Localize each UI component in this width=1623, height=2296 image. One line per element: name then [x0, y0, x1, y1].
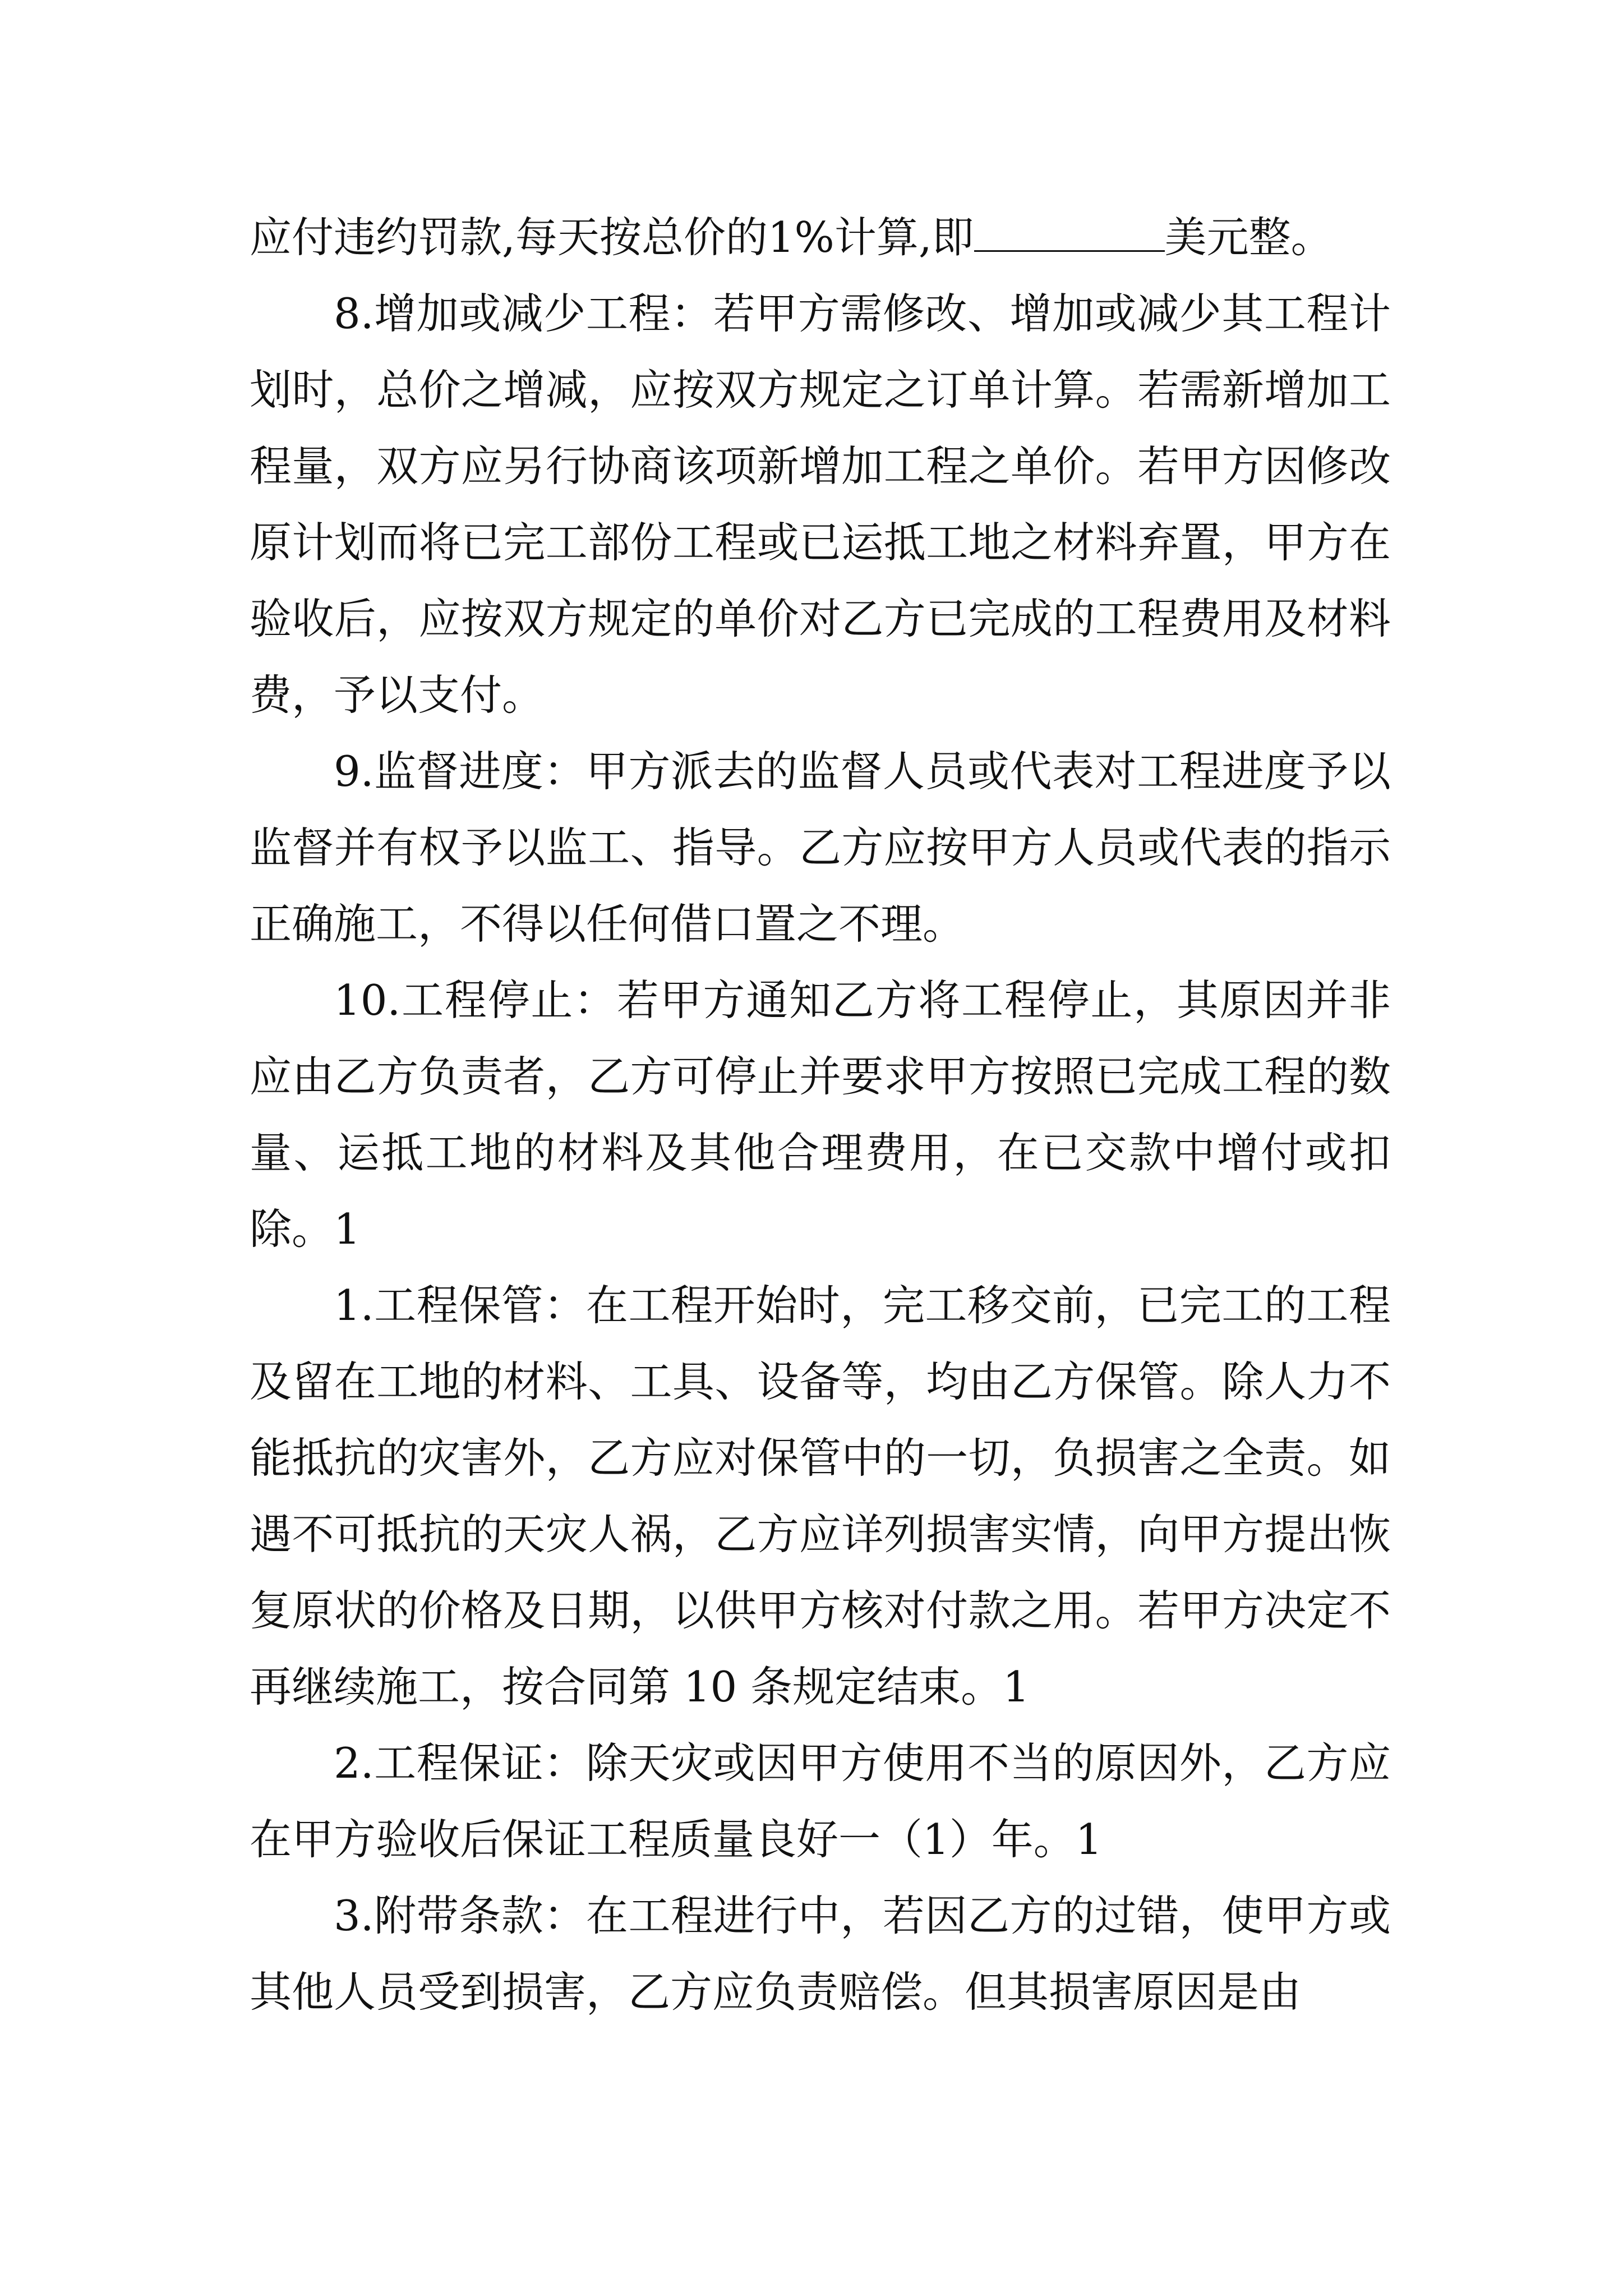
clause-10-paragraph: 10.工程停止：若甲方通知乙方将工程停止，其原因并非应由乙方负责者，乙方可停止并要求甲方按照已完成工程的数量、运抵工地的材料及其他合理费用，在已交款中增付或扣除。1 — [250, 976, 1391, 1254]
clause-13-paragraph: 3.附带条款：在工程进行中，若因乙方的过错，使甲方或其他人员受到损害，乙方应负责赔偿。但其损害原因是由 — [250, 1891, 1391, 2017]
penalty-currency-text: 美元整。 — [1164, 213, 1333, 262]
paragraph-penalty-continuation — [250, 199, 1391, 275]
clause-11-paragraph: 1.工程保管：在工程开始时，完工移交前，已完工的工程及留在工地的材料、工具、设备等，均由乙方保管。除人力不能抵抗的灾害外，乙方应对保管中的一切，负损害之全责。如遇不可抵抗的天灾人祸，乙方应详列损害实情，向甲方提出恢复原状的价格及日期，以供甲方核对付款之用。若甲方决定不再继续施工，按合同第 10 条规定结束。1 — [250, 1281, 1391, 1711]
amount-blank-field — [974, 217, 1165, 252]
clause-12-paragraph: 2.工程保证：除天灾或因甲方使用不当的原因外，乙方应在甲方验收后保证工程质量良好一（1）年。1 — [250, 1738, 1391, 1864]
clause-8-paragraph: 8.增加或减少工程：若甲方需修改、增加或减少其工程计划时，总价之增减，应按双方规定之订单计算。若需新增加工程量，双方应另行协商该项新增加工程之单价。若甲方因修改原计划而将已完工部份工程或已运抵工地之材料弃置，甲方在验收后，应按双方规定的单价对乙方已完成的工程费用及材料费，予以支付。 — [250, 289, 1391, 720]
contract-body — [250, 199, 1391, 2030]
penalty-text: 应付违约罚款,每天按总价的1%计算,即 — [250, 213, 974, 262]
clause-9-paragraph: 9.监督进度：甲方派去的监督人员或代表对工程进度予以监督并有权予以监工、指导。乙方应按甲方人员或代表的指示正确施工，不得以任何借口置之不理。 — [250, 747, 1391, 949]
